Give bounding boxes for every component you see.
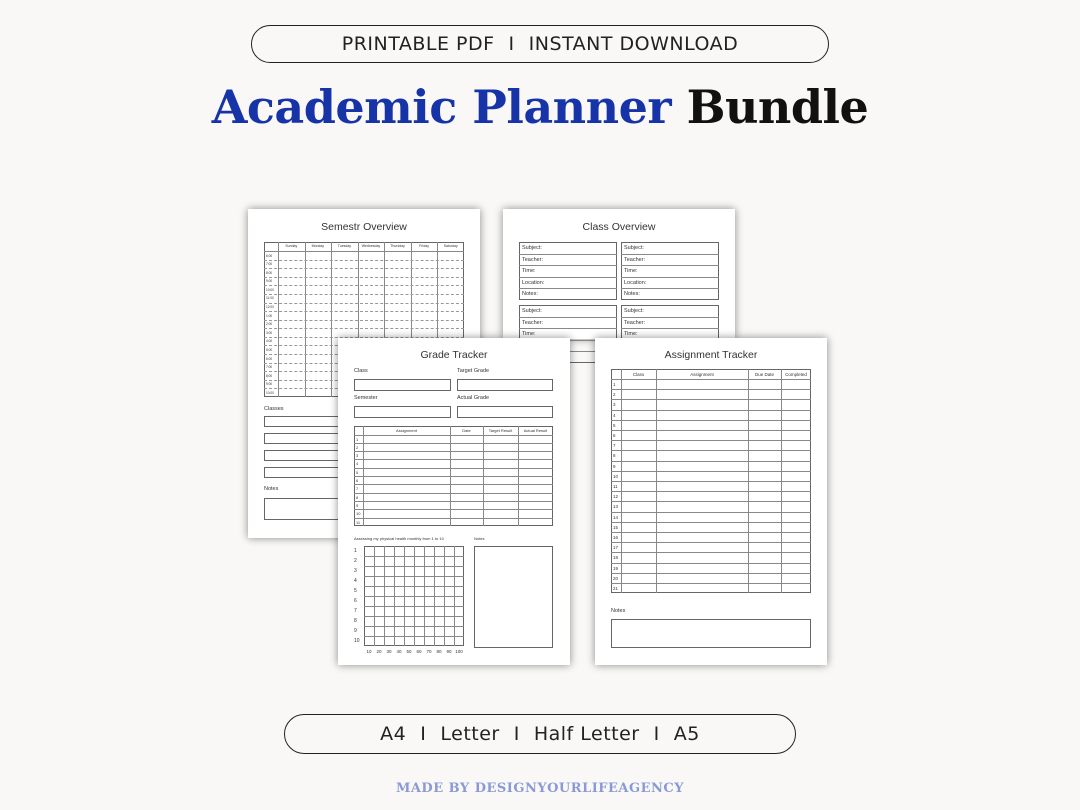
class-overview-title: Class Overview: [582, 221, 656, 233]
grade-row-number: 4: [356, 461, 359, 467]
health-y-label: 3: [354, 568, 357, 574]
time-label: 1:00: [266, 313, 273, 318]
health-x-label: 50: [406, 649, 412, 654]
grid-line: [621, 277, 719, 278]
time-label: 3:00: [266, 330, 273, 335]
assignment-row-number: 21: [613, 586, 619, 591]
day-header: Tuesday: [337, 244, 352, 248]
grid-line: [264, 285, 464, 286]
grade-row-number: 11: [356, 519, 361, 525]
assignment-column-header: Completed: [785, 372, 807, 377]
health-x-label: 40: [396, 649, 402, 654]
health-y-label: 10: [354, 638, 360, 644]
assignment-row-number: 19: [613, 565, 619, 571]
assignment-row-number: 5: [613, 422, 616, 428]
time-label: 10:00: [266, 287, 274, 292]
time-label: 5:00: [266, 347, 273, 352]
time-label: 8:00: [266, 373, 273, 378]
grid-line: [519, 328, 617, 329]
size-a5: A5: [673, 723, 700, 745]
grade-row-number: 6: [356, 478, 359, 483]
size-separator: I: [513, 723, 520, 745]
grid-line: [264, 303, 464, 304]
sizes-pill: [284, 714, 796, 754]
time-label: 6:00: [266, 253, 273, 258]
grid-line: [611, 399, 811, 400]
class-block: [519, 242, 617, 300]
grid-line: [611, 512, 811, 513]
semester-notes-label: Notes: [264, 486, 279, 492]
assignment-notes-box: [611, 619, 811, 648]
grid-line: [264, 320, 464, 321]
grade-row-number: 10: [356, 511, 361, 517]
grid-line: [611, 532, 811, 533]
grid-line: [611, 501, 811, 502]
grid-line: [364, 606, 464, 607]
size-a4: A4: [380, 723, 407, 745]
grade-column-header: Actual Result: [523, 428, 548, 433]
grid-line: [354, 451, 553, 452]
assignment-row-number: 20: [613, 575, 619, 581]
assignment-row-number: 11: [613, 484, 618, 489]
health-y-label: 4: [354, 578, 357, 584]
format-separator: I: [508, 33, 515, 55]
grade-row-number: 9: [356, 502, 359, 508]
time-label: 9:00: [266, 279, 273, 284]
grade-row-number: 7: [356, 486, 359, 492]
day-header: Monday: [311, 244, 325, 248]
size-separator: I: [653, 723, 660, 745]
size-separator: I: [420, 723, 427, 745]
grid-line: [264, 277, 464, 278]
grade-row-number: 1: [356, 436, 359, 442]
grid-line: [621, 265, 719, 266]
class-field-label: Time:: [624, 331, 638, 337]
grid-line: [611, 471, 811, 472]
grid-line: [354, 459, 553, 460]
grade-row-number: 8: [356, 494, 359, 500]
health-label: Assessing my physical health monthly from 1 to 10: [354, 536, 444, 541]
grid-line: [264, 294, 464, 295]
assignment-row-number: 7: [613, 443, 616, 449]
class-field-label: Time:: [624, 268, 638, 274]
grid-line: [611, 573, 811, 574]
grid-line: [611, 410, 811, 411]
health-y-label: 6: [354, 598, 357, 604]
assignment-row-number: 6: [613, 433, 616, 438]
time-label: 7:00: [266, 365, 273, 370]
grid-line: [621, 328, 719, 329]
grade-notes-label: Notes: [474, 536, 485, 541]
grid-line: [454, 546, 455, 646]
grid-line: [519, 288, 617, 289]
grid-line: [519, 254, 617, 255]
grade-table: [354, 426, 553, 526]
grid-line: [264, 251, 464, 252]
health-y-label: 2: [354, 558, 357, 564]
grade-row-number: 3: [356, 453, 359, 459]
grid-line: [424, 546, 425, 646]
class-blocks: [519, 242, 721, 337]
class-field-label: Location:: [522, 279, 545, 286]
grade-actual-label: Actual Grade: [457, 395, 490, 401]
assignment-row-number: 16: [613, 535, 619, 540]
assignment-row-number: 10: [613, 473, 619, 479]
grid-line: [611, 430, 811, 431]
assignment-notes-label: Notes: [611, 608, 626, 614]
grade-notes-box: [474, 546, 553, 648]
assignment-row-number: 8: [613, 453, 616, 459]
health-y-label: 1: [354, 548, 357, 554]
grid-line: [354, 493, 553, 494]
grid-line: [611, 491, 811, 492]
day-header: Friday: [419, 244, 429, 248]
size-half-letter: Half Letter: [533, 723, 640, 745]
grade-actual-box: [457, 406, 553, 418]
health-y-label: 5: [354, 588, 357, 594]
grade-column-header: Date: [462, 428, 471, 433]
grid-line: [264, 328, 464, 329]
class-field-label: Notes:: [522, 291, 538, 297]
grid-line: [611, 563, 811, 564]
class-field-label: Teacher:: [624, 256, 646, 263]
assignment-column-header: Assignment: [690, 372, 714, 377]
grid-line: [621, 254, 719, 255]
assignment-title: Assignment Tracker: [664, 349, 758, 361]
grid-line: [611, 461, 811, 462]
assignment-row-number: 1: [613, 382, 616, 387]
time-label: 10:00: [266, 390, 274, 395]
class-field-label: Location:: [624, 279, 647, 286]
grid-line: [611, 420, 811, 421]
class-field-label: Teacher:: [624, 319, 646, 326]
day-header: Thursday: [390, 244, 405, 248]
assignment-row-number: 15: [613, 524, 619, 530]
assignment-table: [611, 369, 811, 598]
assignment-row-number: 3: [613, 402, 616, 408]
grid-line: [364, 596, 464, 597]
assignment-tracker-sheet: [595, 338, 827, 665]
grid-line: [621, 288, 719, 289]
assignment-row-number: 18: [613, 555, 619, 561]
title-blue-part: Academic Planner: [211, 80, 672, 134]
health-x-label: 30: [386, 649, 392, 654]
grade-class-box: [354, 379, 451, 391]
grid-line: [519, 265, 617, 266]
day-header: Wednesday: [361, 244, 381, 248]
class-field-label: Time:: [522, 331, 536, 337]
grid-line: [354, 468, 553, 469]
assignment-row-number: 13: [613, 504, 619, 510]
assignment-row-number: 9: [613, 463, 616, 469]
grid-line: [611, 450, 811, 451]
grade-target-label: Target Grade: [457, 368, 490, 374]
grade-class-label: Class: [354, 368, 368, 374]
class-field-label: Subject:: [522, 308, 542, 314]
grade-column-header: Assignment: [396, 428, 417, 433]
grade-row-number: 5: [356, 469, 359, 475]
classes-label: Classes: [264, 406, 284, 412]
grid-line: [434, 546, 435, 646]
class-field-label: Teacher:: [522, 319, 544, 326]
grid-line: [621, 317, 719, 318]
grade-target-box: [457, 379, 553, 391]
assignment-column-header: Class: [632, 372, 645, 377]
grid-line: [611, 522, 811, 523]
grid-line: [611, 481, 811, 482]
health-y-label: 7: [354, 608, 357, 614]
grid-line: [264, 268, 464, 269]
grade-semester-label: Semester: [354, 395, 378, 401]
grade-row-number: 2: [356, 444, 359, 450]
format-printable: PRINTABLE PDF: [341, 33, 495, 55]
grid-line: [364, 616, 464, 617]
grid-line: [354, 518, 553, 519]
credit-text: MADE BY DESIGNYOURLIFEAGENCY: [395, 781, 685, 796]
grid-line: [364, 626, 464, 627]
grid-line: [444, 546, 445, 646]
grid-line: [364, 636, 464, 637]
health-x-label: 10: [366, 649, 372, 654]
health-y-label: 8: [354, 618, 357, 624]
grid-line: [354, 435, 553, 436]
assignment-row-number: 14: [613, 514, 619, 520]
grade-semester-box: [354, 406, 451, 418]
assignment-column-header: Due Date: [754, 372, 774, 377]
health-x-label: 90: [446, 649, 452, 654]
class-field-label: Teacher:: [522, 256, 544, 263]
grid-line: [611, 552, 811, 553]
health-y-label: 9: [354, 628, 357, 634]
page-title: [0, 80, 1080, 134]
semester-title: Semestr Overview: [321, 221, 407, 233]
time-label: 9:00: [266, 382, 273, 387]
class-field-label: Subject:: [522, 245, 542, 251]
grid-line: [264, 311, 464, 312]
day-header: Sunday: [285, 244, 298, 248]
format-instant: INSTANT DOWNLOAD: [528, 33, 739, 55]
time-label: 11:00: [266, 296, 274, 301]
grid-line: [354, 501, 553, 502]
health-x-label: 60: [416, 649, 422, 654]
time-label: 2:00: [266, 322, 273, 327]
grid-line: [354, 509, 553, 510]
health-x-label: 80: [436, 649, 442, 654]
grid-line: [611, 440, 811, 441]
time-label: 8:00: [266, 270, 273, 275]
class-field-label: Time:: [522, 268, 536, 274]
health-x-label: 70: [426, 649, 432, 654]
grid-line: [611, 389, 811, 390]
assignment-row-number: 4: [613, 412, 616, 418]
grade-title: Grade Tracker: [420, 349, 488, 361]
grade-column-header: Target Result: [488, 428, 513, 433]
size-letter: Letter: [440, 723, 500, 745]
grid-line: [264, 260, 464, 261]
grid-line: [611, 583, 811, 584]
time-label: 7:00: [266, 262, 273, 267]
class-block: [621, 242, 719, 300]
grid-line: [611, 542, 811, 543]
grade-tracker-sheet: [338, 338, 570, 665]
assignment-row-number: 17: [613, 545, 619, 551]
grid-line: [519, 277, 617, 278]
assignment-row-number: 2: [613, 392, 616, 398]
grid-line: [354, 443, 553, 444]
health-x-label: 100: [455, 649, 463, 654]
class-overview-sheet: [503, 209, 735, 339]
day-header: Saturday: [443, 244, 458, 248]
time-label: 4:00: [266, 339, 273, 344]
class-field-label: Subject:: [624, 245, 644, 251]
time-label: 6:00: [266, 356, 273, 361]
assignment-row-number: 12: [613, 494, 619, 500]
format-pill: [251, 25, 829, 63]
time-label: 12:00: [266, 305, 274, 310]
grid-line: [354, 476, 553, 477]
health-x-label: 20: [376, 649, 382, 654]
grid-line: [354, 484, 553, 485]
title-black-part: Bundle: [686, 80, 869, 134]
class-field-label: Subject:: [624, 308, 644, 314]
class-field-label: Notes:: [624, 291, 640, 297]
health-grid: [354, 544, 466, 656]
grid-line: [519, 317, 617, 318]
